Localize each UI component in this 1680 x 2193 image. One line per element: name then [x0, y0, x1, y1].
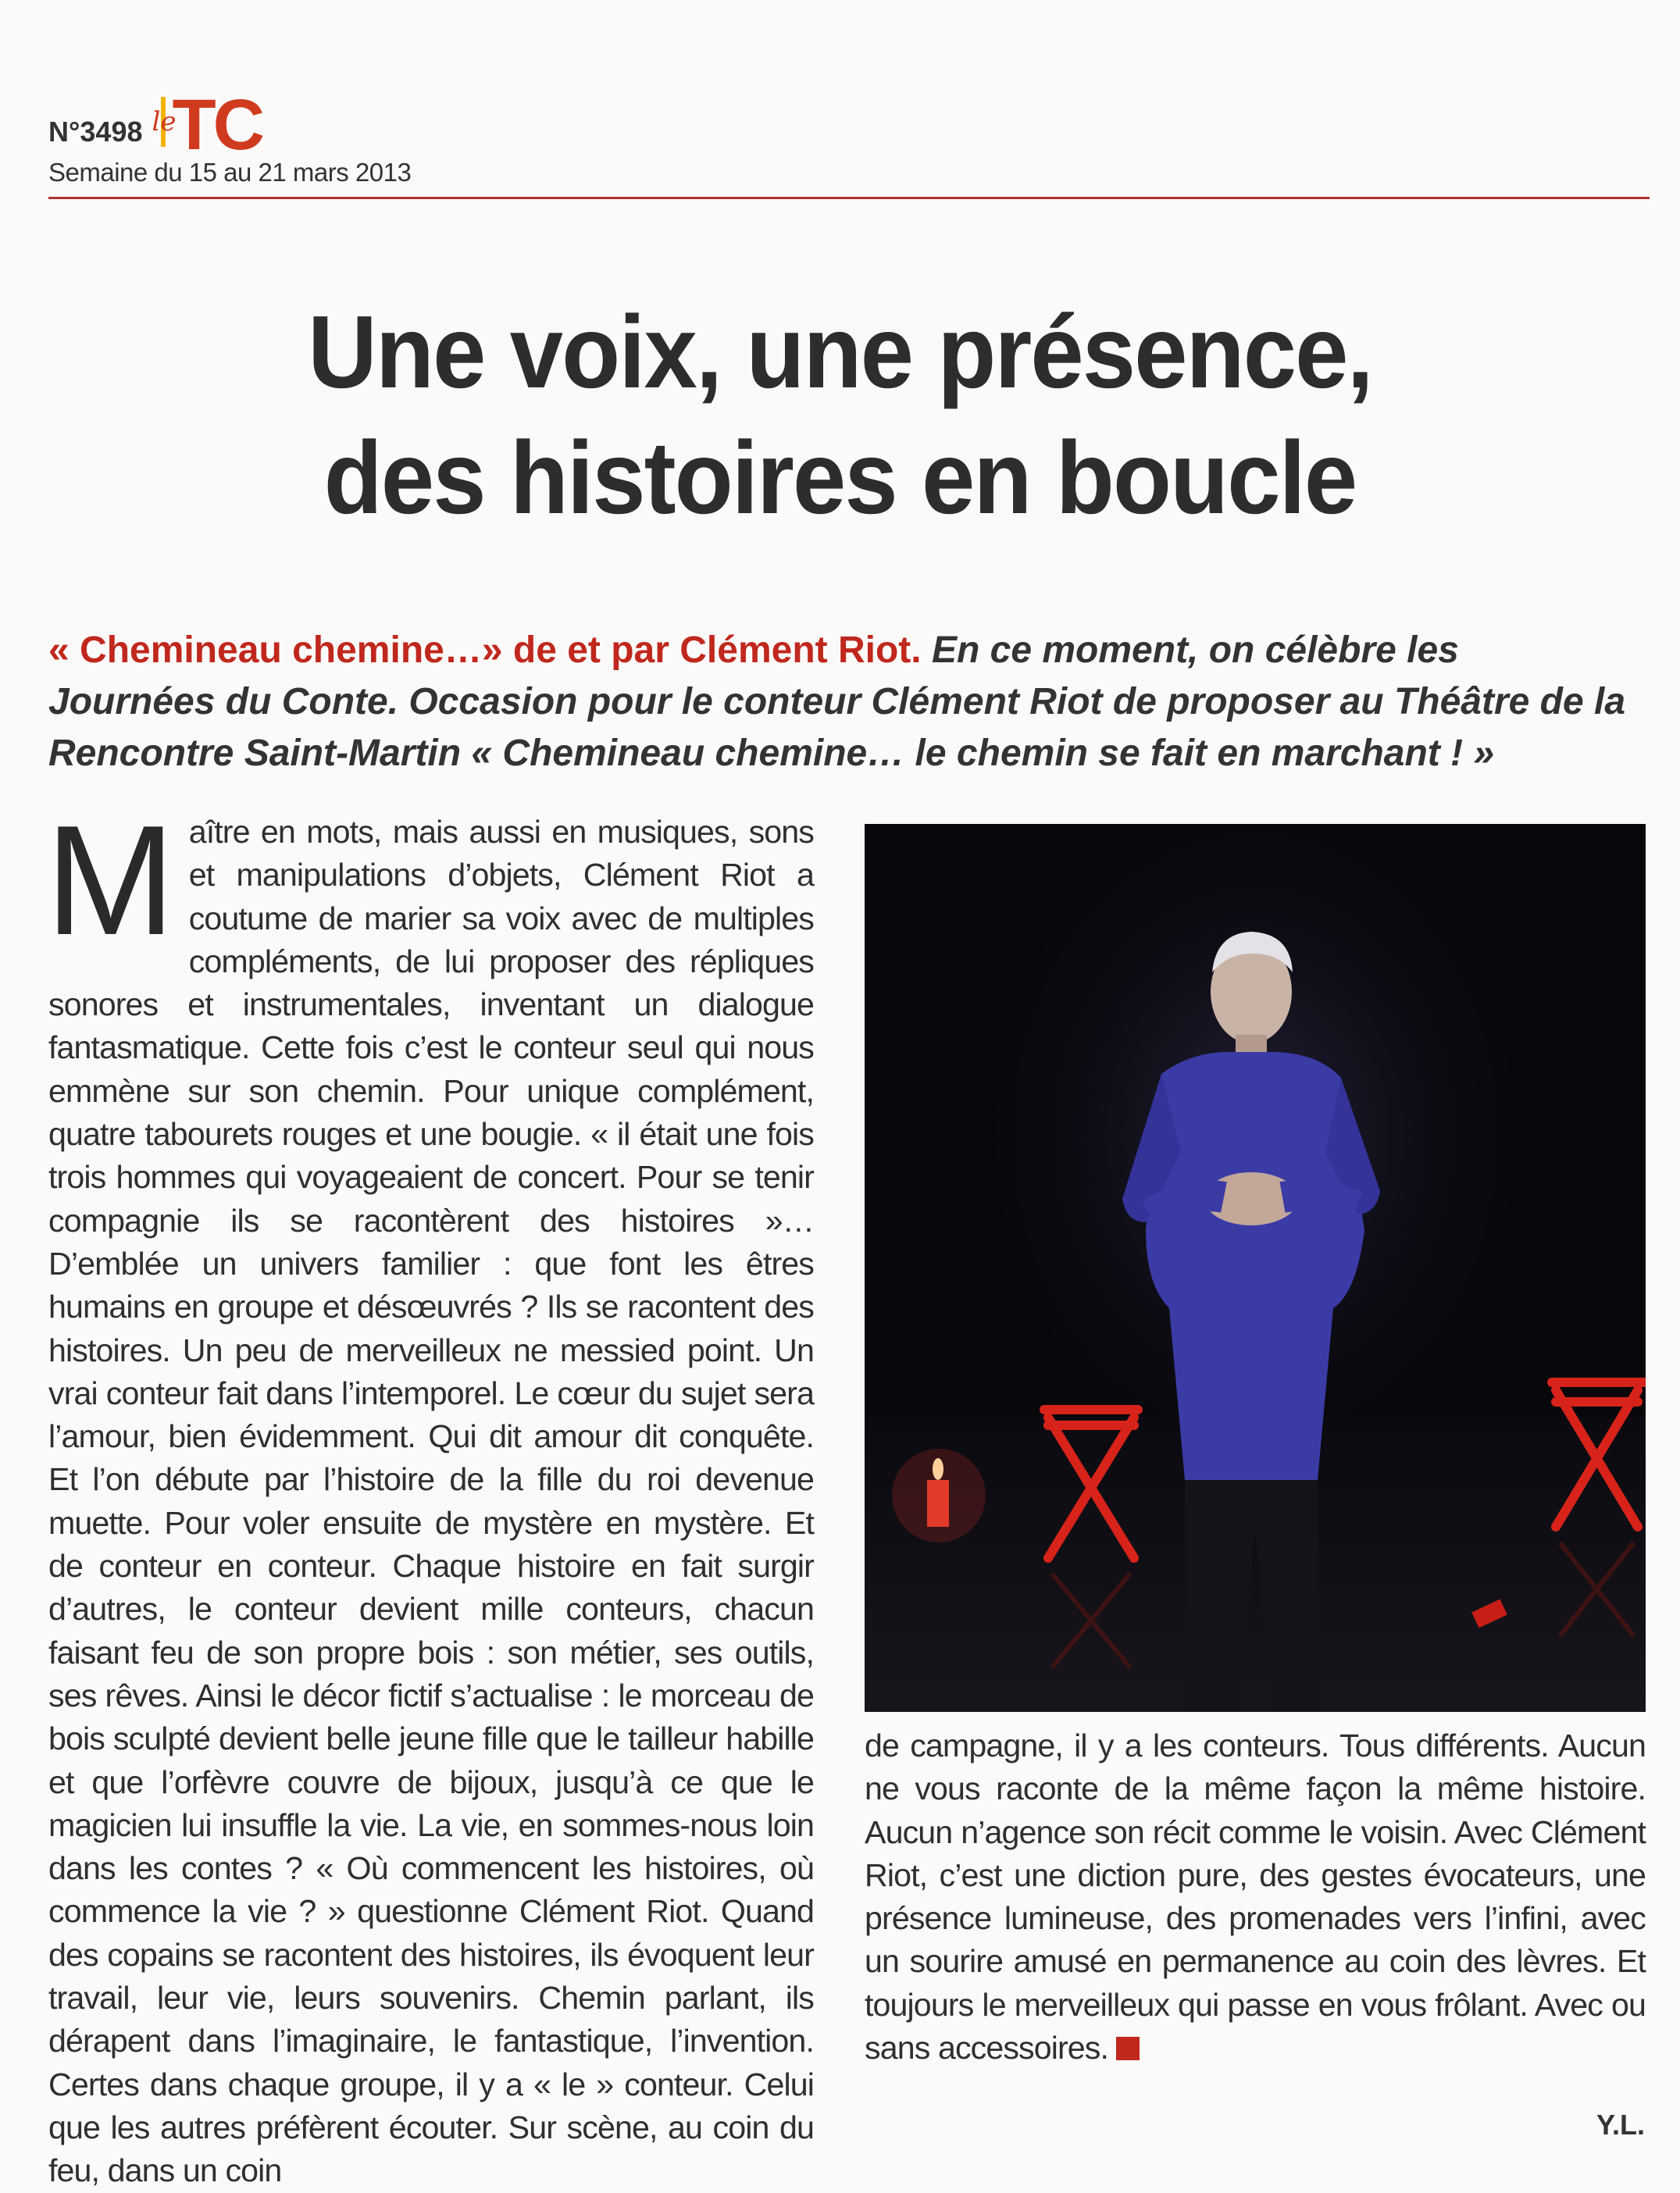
- body-text-left: aître en mots, mais aussi en musiques, sons et manipulations d’objets, Clément Riot a coutume de marier sa voix avec de multiples compléments, de lui proposer des répliques sonores et instrumentales, inventant un dialogue fantasmatique. Cette fois c’est le conteur seul qui nous emmène sur son chemin. Pour unique complément, quatre tabourets rouges et une bougie. « il était une fois trois hommes qui voyageaient de concert. Pour se tenir compagnie ils se racontèrent des histoires »… D’emblée un univers familier : que font les êtres humains en groupe et désœuvrés ? Ils se racontent des histoires. Un peu de merveilleux ne messied point. Un vrai conteur fait dans l’intemporel. Le cœur du sujet sera l’amour, bien évidemment. Qui dit amour dit conquête. Et l’on débute par l’histoire de la fille du roi devenue muette. Pour voler ensuite de mystère en mystère. Et de conteur en conteur. Chaque histoire en fait surgir d’autres, le conteur devient mille conteurs, chacun faisant feu de son propre bois : son métier, ses outils, ses rêves. Ainsi le décor fictif s’actualise : le morceau de bois sculpté devient belle jeune fille que le tailleur habille et que l’orfèvre couvre de bijoux, jusqu’à ce que le magicien lui insuffle la vie. La vie, en sommes-nous loin dans les contes ? « Où commencent les histoires, où commence la vie ? » questionne Clément Riot. Quand des copains se racontent des histoires, ils évoquent leur travail, leur vie, leurs souvenirs. Chemin parlant, ils dérapent dans l’imaginaire, le fantastique, l’invention. Certes dans chaque groupe, il y a « le » conteur. Celui que les autres préfèrent écouter. Sur scène, au coin du feu, dans un coin: [48, 814, 814, 2189]
- headline-line-1: Une voix, une présence,: [308, 294, 1372, 409]
- storyteller-stage-illustration: [865, 824, 1646, 1712]
- header-rule: [48, 197, 1650, 199]
- logo-le: le: [152, 106, 177, 137]
- headline-line-2: des histoires en boucle: [323, 420, 1357, 536]
- article-lede: [48, 625, 1626, 779]
- issue-week: Semaine du 15 au 21 mars 2013: [48, 158, 412, 187]
- issue-number: N°3498: [48, 116, 143, 148]
- lede-title: « Chemineau chemine…» de et par Clément Riot.: [48, 629, 922, 671]
- author-signature: Y.L.: [1596, 2109, 1645, 2141]
- lede-text: En ce moment, on célèbre les Journées du Conte. Occasion pour le conteur Clément Riot de proposer au Théâtre de la Rencontre Saint-Martin « Chemineau chemine… le chemin se fait en marchant ! »: [48, 629, 1626, 774]
- article-body-right: [865, 1724, 1646, 2070]
- stage-photo: [865, 824, 1646, 1712]
- tc-logo: [152, 85, 284, 165]
- masthead: [48, 85, 412, 187]
- issue-row: [48, 85, 411, 165]
- article-headline: [59, 289, 1621, 540]
- body-text-right: de campagne, il y a les conteurs. Tous différents. Aucun ne vous raconte de la même façon la même histoire. Aucun n’agence son récit comme le voisin. Avec Clément Riot, c’est une diction pure, des gestes évocateurs, une présence lumineuse, des promenades vers l’infini, avec un sourire amusé en permanence au coin des lèvres. Et toujours le merveilleux qui passe en vous frôlant. Avec ou sans accessoires.: [865, 1728, 1646, 2066]
- drop-cap: M: [45, 793, 175, 968]
- article-end-mark: [1116, 2037, 1140, 2060]
- logo-tc: TC: [172, 85, 262, 165]
- article-body-left: [45, 793, 814, 2193]
